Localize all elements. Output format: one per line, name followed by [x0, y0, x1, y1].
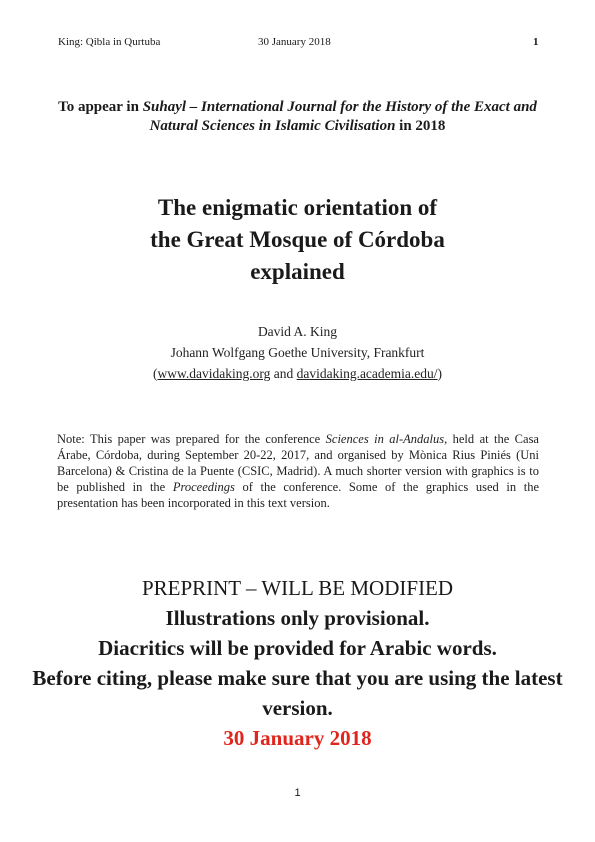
preprint-diacritics: Diacritics will be provided for Arabic words. — [98, 636, 497, 660]
author-affiliation: Johann Wolfgang Goethe University, Frankfurt — [170, 345, 425, 360]
conference-name: Sciences in al-Andalus — [325, 432, 445, 446]
website-link[interactable]: www.davidaking.org — [157, 366, 271, 381]
running-header-date: 30 January 2018 — [258, 36, 331, 48]
running-header-title: King: Qibla in Qurtuba — [58, 36, 161, 48]
preprint-notice — [30, 573, 565, 753]
paper-title — [40, 192, 555, 288]
proceedings-word: Proceedings — [172, 480, 235, 494]
title-line-1: The enigmatic orientation of — [157, 195, 438, 220]
links-open-paren: ( — [152, 366, 158, 381]
note-part-1: Note: This paper was prepared for the conference — [57, 432, 326, 446]
journal-name-short: Suhayl — [142, 99, 187, 115]
notice-prefix: To appear in — [58, 99, 143, 115]
title-line-2: the Great Mosque of Córdoba — [150, 227, 445, 252]
publication-notice — [40, 98, 555, 136]
note-part-3: of the conference. Some of the graphics used in the presentation has been incorporated in this text version. — [57, 480, 539, 510]
preprint-date: 30 January 2018 — [223, 726, 372, 750]
conference-note — [57, 431, 539, 511]
preprint-citing: Before citing, please make sure that you are using the latest version. — [32, 666, 563, 720]
academia-link[interactable]: davidaking.academia.edu/ — [296, 366, 438, 381]
links-and: and — [270, 366, 297, 381]
preprint-illustrations: Illustrations only provisional. — [165, 606, 430, 630]
journal-dash: – — [186, 99, 202, 115]
note-part-2: , held at the Casa Árabe, Córdoba, during September 20-22, 2017, and organised by Mònica Rius Piniés (Uni Barcelona) & Cristina de la Puente (CSIC, Madrid). A much shorter version with graphics is to be published in the — [57, 432, 539, 494]
title-line-3: explained — [250, 259, 345, 284]
author-name: David A. King — [257, 324, 338, 339]
author-block — [40, 321, 555, 384]
author-links — [40, 363, 555, 384]
links-close-paren: ) — [437, 366, 443, 381]
preprint-heading: PREPRINT – WILL BE MODIFIED — [141, 576, 454, 600]
notice-suffix: in 2018 — [395, 118, 446, 134]
footer-page-number: 1 — [294, 787, 301, 799]
journal-name-full: International Journal for the History of the Exact and Natural Sciences in Islamic Civilisation — [149, 99, 537, 134]
running-header-page-number: 1 — [533, 36, 539, 48]
